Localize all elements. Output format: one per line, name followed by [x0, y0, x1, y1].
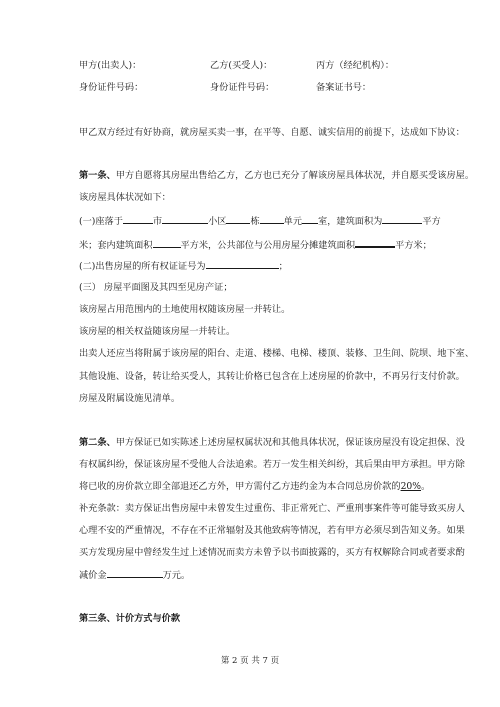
article2-line1: 第二条、甲方保证已如实陈述上述房屋权属状况和其他具体状况，保证该房屋没有设定担保、没 [79, 437, 465, 448]
seller-id-label: 身份证件号码： [79, 82, 144, 93]
article2-line6: 买方发现房屋中曾经发生过上述情况而卖方未曾予以书面披露的，买方有权解除合同或者要求酌 [79, 547, 465, 558]
article3-heading: 第三条、计价方式与价款 [79, 613, 181, 624]
article1-cert-line: (二)出售房屋的所有权证证号为 ； [79, 261, 288, 272]
city-blank[interactable] [123, 214, 153, 224]
article1-line10: 其他设施、设备，转让给买受人，其转让价格已包含在上述房屋的价款中，不再另行支付价款。 [79, 371, 465, 382]
article1-line7: 该房屋占用范围内的土地使用权随该房屋一并转让。 [79, 304, 291, 315]
article1-location-line: (一)座落于 市 小区 栋 单元 室，建筑面积为 平方 [79, 216, 441, 227]
buyer-id-label: 身份证件号码： [210, 82, 275, 93]
penalty-percent: 20% [400, 481, 421, 492]
shared-area-blank[interactable] [355, 237, 395, 248]
article2-line4: 补充条款：卖方保证出售房屋中未曾发生过重伤、非正常死亡、严重刑事案件等可能导致买房人 [79, 503, 465, 514]
article1-heading: 第一条、 [79, 170, 116, 181]
community-blank[interactable] [162, 214, 208, 224]
article1-line1: 第一条、甲方自愿将其房屋出售给乙方，乙方也已充分了解该房屋具体状况，并自愿买受该房屋。 [79, 170, 475, 181]
article1-line2: 该房屋具体状况如下： [79, 192, 171, 203]
unit-blank[interactable] [260, 214, 284, 224]
article1-area-line: 米；套内建筑面积 平方米，公共部位与公用房屋分摊建筑面积 平方米； [79, 237, 424, 252]
cert-number-blank[interactable] [206, 259, 279, 269]
agent-label: 丙方（经纪机构）： [316, 60, 395, 71]
page-number: 第 2 页 共 7 页 [220, 656, 280, 666]
article1-line11: 房屋及附属设施见清单。 [79, 393, 181, 404]
building-blank[interactable] [226, 214, 250, 224]
room-blank[interactable] [302, 214, 318, 224]
article2-line3: 将已收的房价款立即全部退还乙方外，甲方需付乙方违约金为本合同总房价款的20%。 [79, 481, 431, 492]
article2-heading: 第二条、 [79, 437, 116, 448]
article1-line9: 出卖人还应当将附属于该房屋的阳台、走道、楼梯、电梯、楼顶、装修、卫生间、院坝、地下室、 [79, 348, 475, 359]
floor-area-blank[interactable] [382, 214, 422, 224]
inner-area-blank[interactable] [153, 238, 181, 248]
intro-paragraph: 甲乙双方经过有好协商，就房屋买卖一事，在平等、自愿、诚实信用的前提下，达成如下协议： [79, 127, 465, 138]
article1-line6: (三） 房屋平面图及其四至见房产证； [79, 282, 233, 293]
record-no-label: 备案证书号： [316, 82, 372, 93]
article1-line8: 该房屋的相关权益随该房屋一并转让。 [79, 326, 236, 337]
article2-line7: 减价金 万元。 [79, 570, 191, 581]
buyer-label: 乙方(买受人)： [210, 60, 273, 71]
article2-line5: 心理不安的严重情况，不存在不正常辐射及其他致病等情况，若有甲方必须尽到告知义务。如果 [79, 525, 465, 536]
article2-line2: 有权属纠纷，保证该房屋不受他人合法追索。若万一发生相关纠纷，其后果由甲方承担。甲方除 [79, 459, 465, 470]
price-reduction-blank[interactable] [107, 568, 163, 578]
seller-label: 甲方(出卖人)： [79, 60, 142, 71]
